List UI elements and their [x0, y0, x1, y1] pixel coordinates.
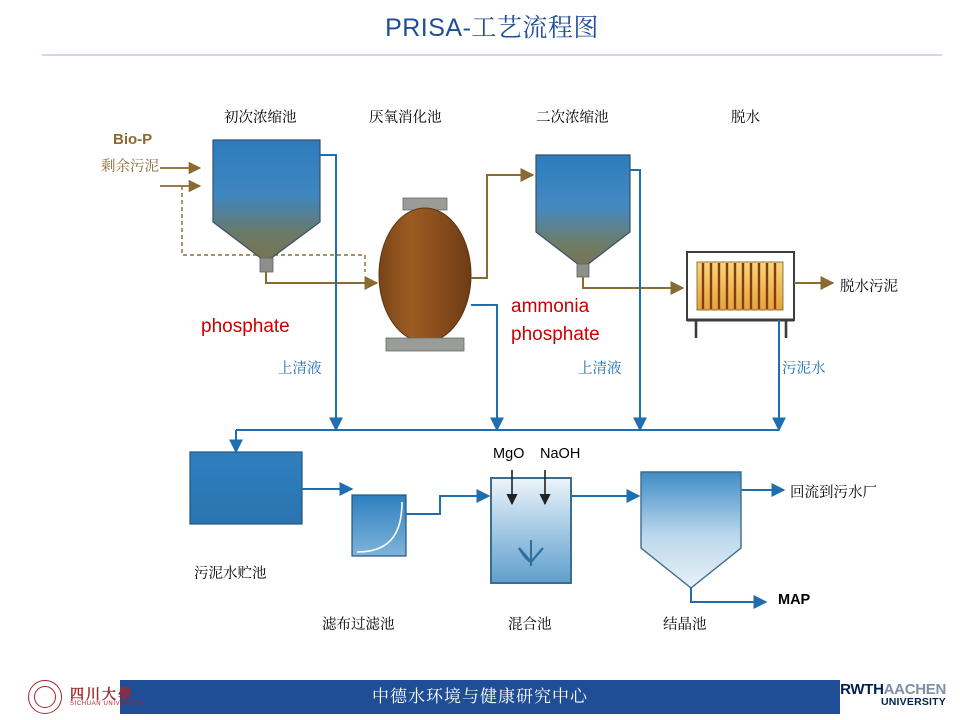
label-secondary-thickener: 二次浓缩池 — [536, 110, 609, 126]
label-naoh: NaOH — [540, 446, 581, 462]
callout-phosphate: phosphate — [201, 316, 290, 337]
label-crystallizer: 结晶池 — [663, 617, 707, 633]
footer-center-text: 中德水环境与健康研究中心 — [120, 680, 840, 714]
label-excess-sludge: 剩余污泥 — [101, 159, 159, 175]
label-dewatering: 脱水 — [731, 110, 760, 126]
rwth-logo-light: AACHEN — [883, 681, 946, 698]
label-mixing-tank: 混合池 — [508, 617, 552, 633]
callout-ammonia: ammonia — [511, 296, 590, 317]
label-map-product: MAP — [778, 592, 811, 608]
scu-logo-en: SICHUAN UNIVERSITY — [70, 701, 146, 708]
page-title — [42, 8, 942, 52]
label-return-to-wwtp: 回流到污水厂 — [790, 485, 877, 501]
label-mgo: MgO — [493, 446, 525, 462]
rwth-logo-bold: RWTH — [840, 681, 884, 698]
label-bio-p: Bio-P — [113, 131, 153, 148]
label-supernatant-2: 上清液 — [578, 361, 622, 377]
rwth-logo — [840, 682, 946, 708]
label-dewatered-sludge: 脱水污泥 — [840, 279, 898, 295]
label-primary-thickener: 初次浓缩池 — [224, 110, 297, 126]
rwth-logo-line1 — [840, 682, 946, 697]
side-band — [0, 0, 30, 672]
label-anaerobic-digester: 厌氧消化池 — [369, 110, 442, 126]
scu-logo-cn: 四川大學 — [70, 685, 134, 702]
label-sludge-water: 污泥水 — [782, 361, 826, 377]
callout-ammonia-phosphate: phosphate — [511, 324, 600, 345]
label-cloth-filter: 滤布过滤池 — [322, 617, 395, 633]
title-divider — [42, 54, 942, 56]
rwth-logo-line2: UNIVERSITY — [880, 696, 946, 709]
scu-logo — [28, 678, 208, 716]
scu-seal-icon — [28, 680, 62, 714]
page-title-text: PRISA-工艺流程图 — [385, 14, 599, 42]
label-sludge-water-storage: 污泥水贮池 — [194, 566, 267, 582]
label-supernatant-1: 上清液 — [278, 361, 322, 377]
